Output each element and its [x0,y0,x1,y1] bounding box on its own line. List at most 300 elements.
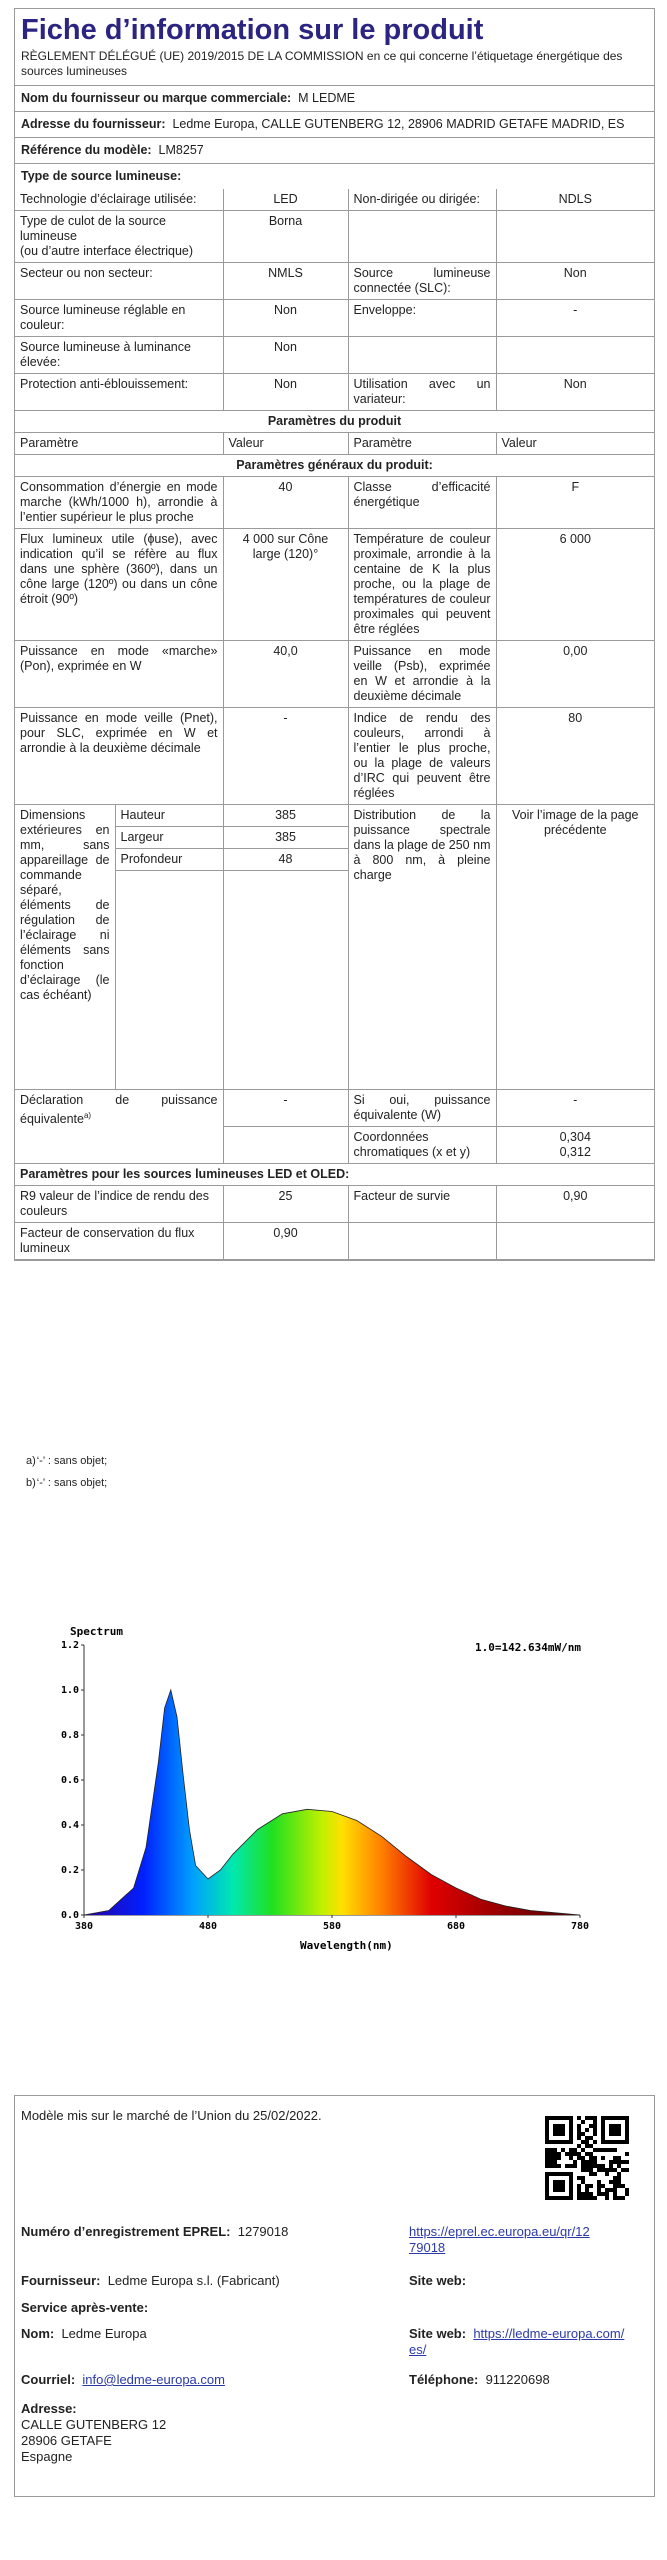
table-row [15,477,654,529]
qr-module [621,2168,625,2172]
qr-module [581,2132,585,2136]
qr-module [601,2168,605,2172]
qr-module [609,2164,613,2168]
qr-module [617,2196,621,2200]
dimension-name: Largeur [115,827,223,849]
qr-module [593,2172,597,2176]
spectral-distribution-label: Distribution de la puissance spectrale dans la plage de 250 nm à 800 nm, à pleine charge [348,805,496,1090]
column-header-value: Valeur [223,433,348,455]
website-row [409,2273,466,2289]
table-cell: 0,90 [223,1223,348,1260]
service-website-row [409,2326,624,2358]
qr-code-icon[interactable] [545,2116,629,2200]
spectrum-chart [60,1615,600,1955]
qr-module [613,2176,617,2180]
address-label: Adresse: [21,2401,77,2416]
qr-module [569,2152,573,2156]
chromaticity-x: 0,304 [559,1130,591,1144]
qr-module [577,2116,581,2120]
qr-module [613,2148,617,2152]
qr-module [621,2160,625,2164]
qr-module [581,2164,585,2168]
qr-module [593,2132,597,2136]
table-cell: Protection anti-éblouissement: [15,374,223,411]
qr-module [585,2184,589,2188]
address-line: 28906 GETAFE [21,2433,112,2448]
dimension-value: 385 [223,827,348,849]
table-row [15,529,654,641]
qr-module [613,2156,617,2160]
qr-module [609,2148,613,2152]
qr-module [577,2128,581,2132]
qr-module [569,2164,573,2168]
table-cell: - [496,300,654,337]
table-cell: Source lumineuse à luminance élevée: [15,337,223,374]
qr-module [577,2136,581,2140]
dimensions-label: Dimensions extérieures en mm, sans appareillage de commande séparé, éléments de régulation de l’éclairage ni éléments sans fonction d’éclairage (le cas échéant) [15,805,115,1090]
x-axis-label: Wavelength(nm) [300,1939,393,1952]
model-reference-row [15,138,654,164]
table-row [15,1223,654,1260]
qr-module [613,2188,617,2192]
qr-module [613,2168,617,2172]
table-row [15,337,654,374]
qr-module [585,2188,589,2192]
qr-module [553,2156,557,2160]
eprel-link-line-1[interactable]: https://eprel.ec.europa.eu/qr/12 [409,2224,590,2239]
qr-module [601,2184,605,2188]
qr-module [617,2176,621,2180]
y-tick-label: 0.4 [60,1820,79,1831]
dimension-value: 385 [223,805,348,827]
qr-module [545,2160,549,2164]
table-cell: Classe d’efficacité énergétique [348,477,496,529]
table-row [15,455,654,477]
qr-module [625,2192,629,2196]
qr-module [581,2120,585,2124]
table-cell: Température de couleur proximale, arrondie à la centaine de K la plus proche, ou la plage de températures de couleur proximales qui peuvent être réglées [348,529,496,641]
qr-module [593,2128,597,2132]
equivalent-watts-value: - [496,1090,654,1127]
x-tick-label: 680 [446,1921,466,1932]
table-row [15,1164,654,1186]
qr-module [577,2144,581,2148]
qr-module [577,2124,581,2128]
table-cell: Facteur de conservation du flux lumineux [15,1223,223,1260]
qr-module [589,2124,593,2128]
qr-module [613,2160,617,2164]
column-header-value: Valeur [496,433,654,455]
table-cell: R9 valeur de l’indice de rendu des couleurs [15,1186,223,1223]
product-parameters-title: Paramètres du produit [15,411,654,433]
qr-module [589,2144,593,2148]
qr-module [589,2192,593,2196]
qr-module [609,2160,613,2164]
dimension-name: Profondeur [115,849,223,871]
qr-module [577,2196,581,2200]
qr-module [605,2168,609,2172]
spectral-distribution-value: Voir l’image de la page précédente [496,805,654,1090]
qr-module [549,2156,553,2160]
phone-label: Téléphone: [409,2372,479,2387]
qr-module [573,2152,577,2156]
qr-module [573,2164,577,2168]
table-row [15,805,654,827]
qr-module [597,2192,601,2196]
led-parameters-title: Paramètres pour les sources lumineuses LED et OLED: [15,1164,654,1186]
table-row [15,708,654,805]
table-cell: Facteur de survie [348,1186,496,1223]
qr-module [601,2148,605,2152]
qr-module [581,2148,585,2152]
qr-module [597,2164,601,2168]
table-cell: 40 [223,477,348,529]
table-cell [115,871,223,1090]
equivalent-power-value: - [223,1090,348,1127]
light-source-type-label: Type de source lumineuse: [21,169,182,183]
address-line: CALLE GUTENBERG 12 [21,2417,167,2432]
after-sales-heading [21,2300,148,2316]
qr-module [597,2180,601,2184]
supplier-address-row [15,112,654,138]
qr-module [581,2180,585,2184]
table-row [15,641,654,708]
column-header-param: Paramètre [15,433,223,455]
qr-module [601,2156,605,2160]
chromaticity-y: 0,312 [559,1145,591,1159]
table-row [15,211,654,263]
qr-module [609,2180,613,2184]
column-header-param: Paramètre [348,433,496,455]
qr-module [553,2148,557,2152]
service-website-link[interactable]: https://ledme-europa.com/ [473,2326,625,2341]
model-reference-value: LM8257 [158,143,204,157]
qr-module [589,2116,593,2120]
qr-module [569,2148,573,2152]
qr-module [593,2140,597,2144]
website-label: Site web: [409,2273,467,2288]
qr-module [545,2156,549,2160]
qr-module [553,2164,557,2168]
table-cell [223,871,348,1090]
supplier-address-label: Adresse du fournisseur: [21,117,166,131]
table-cell [496,211,654,263]
qr-module [593,2120,597,2124]
after-sales-label: Service après-vente: [21,2300,149,2315]
qr-module [549,2148,553,2152]
table-cell: F [496,477,654,529]
table-cell: 4 000 sur Cône large (120)° [223,529,348,641]
qr-module [621,2196,625,2200]
email-label: Courriel: [21,2372,76,2387]
footnote-b: b) ‘-’ : sans objet; [26,1477,108,1489]
regulation-subtitle: RÈGLEMENT DÉLÉGUÉ (UE) 2019/2015 DE LA COMMISSION en ce qui concerne l’étiquetage énergétique des sources lumineuses [15,47,654,86]
supplier-name-row [15,86,654,112]
table-cell: Indice de rendu des couleurs, arrondi à l’entier le plus proche, ou la plage de valeurs d’IRC qui peuvent être réglées [348,708,496,805]
qr-module [613,2192,617,2196]
service-website-link-2[interactable]: es/ [409,2342,427,2357]
footnote-a: a) ‘-’ : sans objet; [26,1455,108,1467]
service-name-value: Ledme Europa [61,2326,147,2341]
table-row [15,1090,654,1127]
table-cell [223,1127,348,1164]
table-row [15,189,654,211]
qr-module [585,2116,589,2120]
qr-module [593,2196,597,2200]
equivalent-power-label [15,1090,223,1164]
table-cell: Puissance en mode veille (Pnet), pour SLC, exprimée en W et arrondie à la deuxième décimale [15,708,223,805]
qr-module [625,2160,629,2164]
eprel-link-line-2[interactable]: 79018 [409,2240,446,2255]
qr-module [589,2164,593,2168]
address-line: Espagne [21,2449,73,2464]
qr-module [585,2160,589,2164]
footnote-ref: a) [83,1111,92,1120]
supplier-name-value: M LEDME [298,91,356,105]
qr-module [581,2176,585,2180]
qr-module [581,2196,585,2200]
table-cell: Type de culot de la source lumineuse (ou d’autre interface électrique) [15,211,223,263]
table-cell: Technologie d’éclairage utilisée: [15,189,223,211]
qr-module [597,2184,601,2188]
qr-module [549,2164,553,2168]
qr-module [545,2152,549,2156]
table-cell: Source lumineuse réglable en couleur: [15,300,223,337]
spectrum-area [84,1690,580,1915]
table-cell: Source lumineuse connectée (SLC): [348,263,496,300]
qr-module [613,2196,617,2200]
x-tick-label: 480 [198,1921,218,1932]
qr-module [553,2160,557,2164]
footnotes [24,1448,107,1494]
table-cell: Puissance en mode «marche» (Pon), exprimée en W [15,641,223,708]
table-cell: 0,00 [496,641,654,708]
qr-module [553,2124,565,2136]
light-source-type-heading [15,164,654,189]
qr-module [597,2148,601,2152]
table-cell [496,1223,654,1260]
qr-module [601,2192,605,2196]
table-cell: Secteur ou non secteur: [15,263,223,300]
qr-module [585,2152,589,2156]
product-parameters-table [15,411,654,1260]
qr-module [585,2192,589,2196]
qr-module [601,2164,605,2168]
qr-module [549,2152,553,2156]
x-tick-label: 380 [74,1921,94,1932]
table-cell: Non-dirigée ou dirigée: [348,189,496,211]
y-tick-label: 1.2 [60,1640,79,1651]
qr-module [565,2152,569,2156]
qr-module [593,2148,597,2152]
qr-module [605,2192,609,2196]
service-name-label: Nom: [21,2326,55,2341]
qr-module [589,2156,593,2160]
qr-module [617,2180,621,2184]
qr-module [613,2180,617,2184]
page-title: Fiche d’information sur le produit [21,14,484,46]
supplier-name-label: Nom du fournisseur ou marque commerciale: [21,91,292,105]
qr-module [569,2156,573,2160]
chromaticity-value [496,1127,654,1164]
chromaticity-label: Coordonnées chromatiques (x et y) [348,1127,496,1164]
qr-module [585,2164,589,2168]
supplier-address-value: Ledme Europa, CALLE GUTENBERG 12, 28906 MADRID GETAFE MADRID, ES [172,117,625,131]
table-cell: Non [496,374,654,411]
qr-module [605,2148,609,2152]
qr-module [609,2188,613,2192]
qr-module [557,2152,561,2156]
qr-module [577,2152,581,2156]
qr-module [617,2172,621,2176]
qr-module [589,2136,593,2140]
table-cell: Enveloppe: [348,300,496,337]
table-row [15,374,654,411]
qr-module [561,2148,565,2152]
y-tick-label: 0.0 [60,1910,79,1921]
qr-module [585,2140,589,2144]
table-header-row [15,433,654,455]
chart-annotation: 1.0=142.634mW/nm [475,1641,581,1654]
qr-module [589,2168,593,2172]
registration-label: Numéro d’enregistrement EPREL: [21,2224,231,2239]
qr-module [617,2164,621,2168]
qr-module [589,2172,593,2176]
qr-module [597,2188,601,2192]
equivalent-power-text: Déclaration de puissance équivalente [20,1093,218,1127]
qr-module [557,2164,561,2168]
market-date-text: Modèle mis sur le marché de l’Union du 25/02/2022. [21,2108,322,2123]
qr-module [565,2164,569,2168]
qr-module [573,2148,577,2152]
supplier-row [21,2273,280,2289]
supplier-label: Fournisseur: [21,2273,101,2288]
qr-module [577,2132,581,2136]
qr-module [557,2156,561,2160]
y-tick-label: 1.0 [60,1685,79,1696]
service-name-row [21,2326,147,2342]
qr-module [593,2156,597,2160]
qr-module [581,2168,585,2172]
qr-module [593,2124,597,2128]
qr-module [609,2124,621,2136]
qr-module [589,2152,593,2156]
table-cell: Borna [223,211,348,263]
qr-module [585,2144,589,2148]
qr-module [597,2168,601,2172]
table-cell: Non [496,263,654,300]
qr-module [581,2160,585,2164]
qr-module [617,2156,621,2160]
x-tick-label: 780 [570,1921,590,1932]
qr-module [617,2184,621,2188]
table-cell: LED [223,189,348,211]
table-cell: 40,0 [223,641,348,708]
qr-module [553,2152,557,2156]
dimension-name: Hauteur [115,805,223,827]
table-cell: NDLS [496,189,654,211]
table-cell [496,337,654,374]
table-row [15,300,654,337]
email-row [21,2372,225,2388]
email-link[interactable]: info@ledme-europa.com [82,2372,225,2387]
table-cell: Non [223,337,348,374]
table-cell: 80 [496,708,654,805]
table-cell [348,337,496,374]
table-cell: Puissance en mode veille (Psb), exprimée en W et arrondie à la deuxième décimale [348,641,496,708]
qr-module [577,2176,581,2180]
qr-module [605,2196,609,2200]
qr-module [577,2156,581,2160]
qr-module [589,2184,593,2188]
qr-module [553,2180,565,2192]
qr-module [621,2184,625,2188]
table-cell: Utilisation avec un variateur: [348,374,496,411]
address-block [21,2401,166,2465]
qr-module [593,2160,597,2164]
qr-module [545,2164,549,2168]
qr-module [609,2168,613,2172]
qr-module [577,2188,581,2192]
y-tick-label: 0.2 [60,1865,79,1876]
table-cell [348,1223,496,1260]
qr-module [605,2188,609,2192]
qr-module [549,2160,553,2164]
qr-module [585,2196,589,2200]
qr-module [573,2160,577,2164]
phone-row [409,2372,550,2388]
eprel-registration [21,2224,288,2240]
model-reference-label: Référence du modèle: [21,143,152,157]
table-cell: 25 [223,1186,348,1223]
table-cell: - [223,708,348,805]
qr-module [589,2196,593,2200]
qr-module [581,2192,585,2196]
qr-module [577,2192,581,2196]
table-cell: 0,90 [496,1186,654,1223]
qr-module [585,2128,589,2132]
qr-module [593,2116,597,2120]
qr-module [605,2172,609,2176]
table-cell: 6 000 [496,529,654,641]
table-row [15,1186,654,1223]
dimension-value: 48 [223,849,348,871]
y-tick-label: 0.8 [60,1730,79,1741]
qr-module [625,2188,629,2192]
qr-module [589,2160,593,2164]
equivalent-watts-label: Si oui, puissance équivalente (W) [348,1090,496,1127]
qr-module [577,2184,581,2188]
qr-module [545,2148,549,2152]
qr-module [617,2160,621,2164]
y-tick-label: 0.6 [60,1775,79,1786]
eprel-link[interactable] [409,2224,590,2256]
qr-module [625,2152,629,2156]
eprel-info-box [14,2095,655,2497]
product-information-sheet [14,8,655,1261]
service-website-label: Site web: [409,2326,467,2341]
general-parameters-title: Paramètres généraux du produit: [15,455,654,477]
table-row [15,263,654,300]
table-cell: Non [223,374,348,411]
registration-number: 1279018 [237,2224,289,2239]
table-cell: Non [223,300,348,337]
light-source-type-table [15,189,654,411]
chart-title: Spectrum [70,1625,123,1638]
qr-module [581,2140,585,2144]
qr-module [613,2184,617,2188]
table-cell: NMLS [223,263,348,300]
